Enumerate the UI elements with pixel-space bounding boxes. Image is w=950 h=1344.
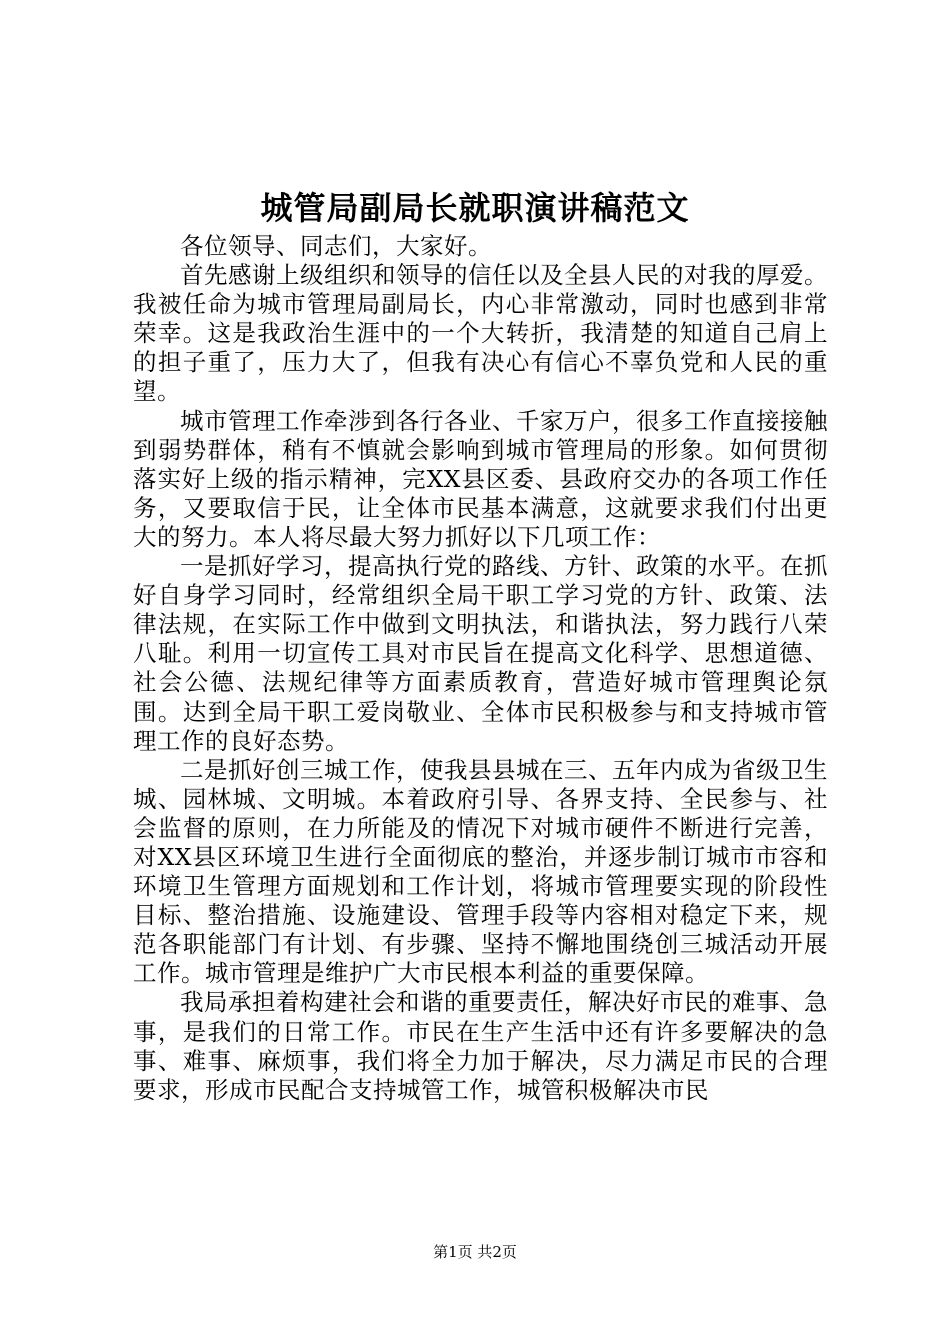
document-body xyxy=(133,232,828,1105)
document-title: 城管局副局长就职演讲稿范文 xyxy=(260,189,690,227)
paragraph-work-overview: 城市管理工作牵涉到各行各业、千家万户，很多工作直接接触到弱势群体，稍有不慎就会影响到城市管理局的形象。如何贯彻落实好上级的指示精神，完XX县区委、县政府交办的各项工作任务，又要取信于民，让全体市民基本满意，这就要求我们付出更大的努力。本人将尽最大努力抓好以下几项工作： xyxy=(133,406,828,551)
paragraph-point-two: 二是抓好创三城工作，使我县县城在三、五年内成为省级卫生城、园林城、文明城。本着政府引导、各界支持、全民参与、社会监督的原则，在力所能及的情况下对城市硬件不断进行完善，对XX县区环境卫生进行全面彻底的整治，并逐步制订城市市容和环境卫生管理方面规划和工作计划，将城市管理要实现的阶段性目标、整治措施、设施建设、管理手段等内容相对稳定下来，规范各职能部门有计划、有步骤、坚持不懈地围绕创三城活动开展工作。城市管理是维护广大市民根本利益的重要保障。 xyxy=(133,755,828,988)
paragraph-greeting: 各位领导、同志们，大家好。 xyxy=(180,232,492,260)
paragraph-point-one: 一是抓好学习，提高执行党的路线、方针、政策的水平。在抓好自身学习同时，经常组织全局干职工学习党的方针、政策、法律法规，在实际工作中做到文明执法，和谐执法，努力践行八荣八耻。利用一切宣传工具对市民旨在提高文化科学、思想道德、社会公德、法规纪律等方面素质教育，营造好城市管理舆论氛围。达到全局干职工爱岗敬业、全体市民积极参与和支持城市管理工作的良好态势。 xyxy=(133,552,828,755)
paragraph-responsibility: 我局承担着构建社会和谐的重要责任，解决好市民的难事、急事，是我们的日常工作。市民在生产生活中还有许多要解决的急事、难事、麻烦事，我们将全力加于解决，尽力满足市民的合理要求，形成市民配合支持城管工作，城管积极解决市民 xyxy=(133,988,828,1104)
paragraph-thanks: 首先感谢上级组织和领导的信任以及全县人民的对我的厚爱。我被任命为城市管理局副局长，内心非常激动，同时也感到非常荣幸。这是我政治生涯中的一个大转折，我清楚的知道自己肩上的担子重了，压力大了，但我有决心有信心不辜负党和人民的重望。 xyxy=(133,261,828,406)
page-number-footer: 第1页 共2页 xyxy=(433,1243,517,1261)
